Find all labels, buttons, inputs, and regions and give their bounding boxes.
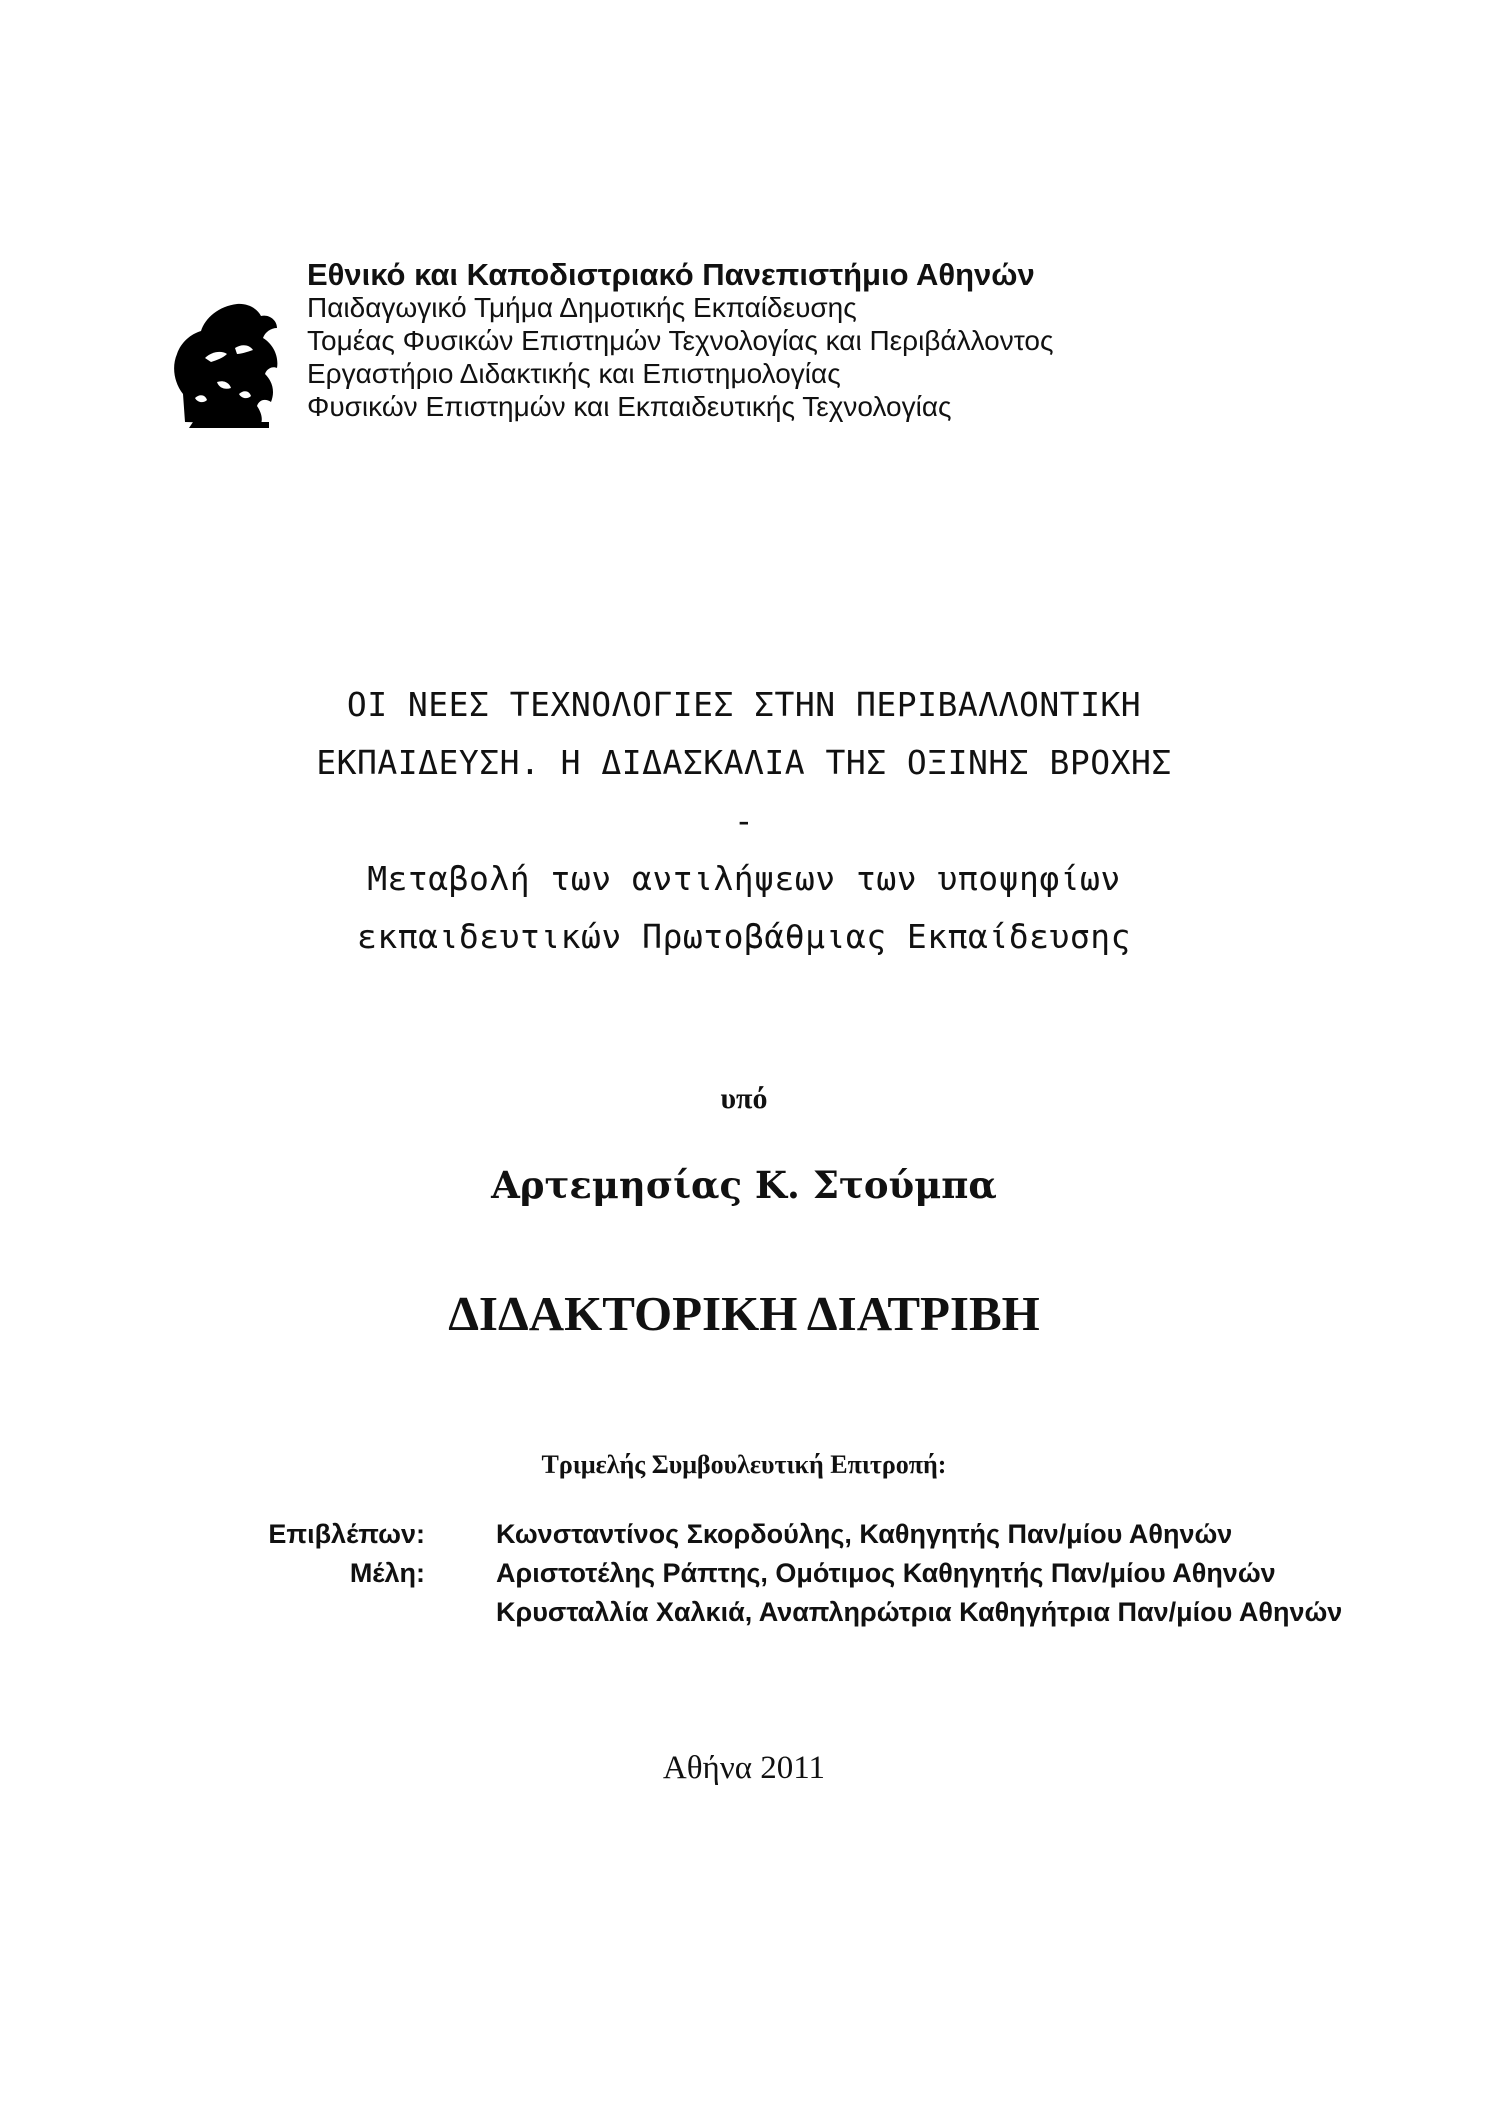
author-name: Αρτεμησίας Κ. Στούμπα (491, 1163, 997, 1207)
thesis-title (0, 676, 1488, 966)
committee-role: Επιβλέπων: (268, 1519, 425, 1549)
committee-list (0, 1515, 1488, 1632)
committee-member: Κωνσταντίνος Σκορδούλης, Καθηγητής Παν/μίου Αθηνών (496, 1519, 1233, 1549)
title-line: Μεταβολή των αντιλήψεων των υποψηφίων (367, 859, 1121, 898)
university-logo-icon (165, 298, 290, 430)
committee-member: Αριστοτέλης Ράπτης, Ομότιμος Καθηγητής Παν/μίου Αθηνών (496, 1558, 1276, 1588)
committee-role: Μέλη: (349, 1558, 425, 1588)
title-line: - (733, 801, 755, 840)
committee-row (0, 1515, 1488, 1554)
by-label: υπό (720, 1082, 768, 1115)
committee-row (0, 1593, 1488, 1632)
title-line: ΕΚΠΑΙΔΕΥΣΗ. Η ΔΙΔΑΣΚΑΛΙΑ ΤΗΣ ΟΞΙΝΗΣ ΒΡΟΧΗΣ (316, 743, 1172, 782)
division-line: Τομέας Φυσικών Επιστημών Τεχνολογίας και Περιβάλλοντος (307, 325, 1054, 356)
committee-member: Κρυσταλλία Χαλκιά, Αναπληρώτρια Καθηγήτρια Παν/μίου Αθηνών (496, 1597, 1343, 1627)
title-line: ΟΙ ΝΕΕΣ ΤΕΧΝΟΛΟΓΙΕΣ ΣΤΗΝ ΠΕΡΙΒΑΛΛΟΝΤΙΚΗ (346, 685, 1142, 724)
laboratory-line-continued: Φυσικών Επιστημών και Εκπαιδευτικής Τεχνολογίας (307, 391, 952, 422)
document-type: ΔΙΔΑΚΤΟΡΙΚΗ ΔΙΑΤΡΙΒΗ (448, 1286, 1040, 1341)
institution-block (307, 258, 1053, 423)
title-line: εκπαιδευτικών Πρωτοβάθμιας Εκπαίδευσης (357, 917, 1131, 956)
laboratory-line: Εργαστήριο Διδακτικής και Επιστημολογίας (307, 358, 841, 389)
committee-title: Τριμελής Συμβουλευτική Επιτροπή: (541, 1450, 947, 1479)
place-and-year: Αθήνα 2011 (662, 1750, 826, 1786)
department-line: Παιδαγωγικό Τμήμα Δημοτικής Εκπαίδευσης (307, 292, 857, 323)
header (165, 258, 1265, 448)
university-name: Εθνικό και Καποδιστριακό Πανεπιστήμιο Αθηνών (307, 257, 1035, 292)
committee-row (0, 1554, 1488, 1593)
